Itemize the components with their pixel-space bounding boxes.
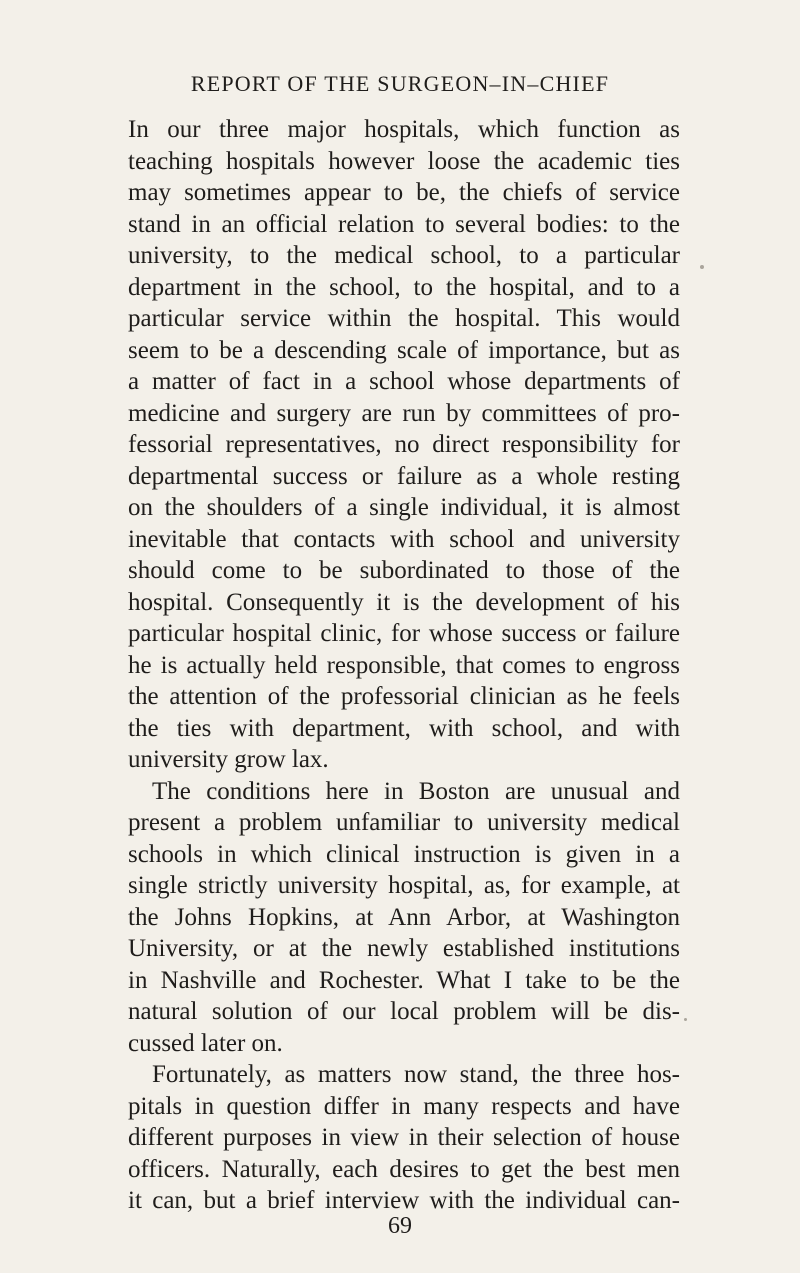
text-line: in Nashville and Rochester. What I take to be the [128,966,680,994]
text-line: Fortunately, as matters now stand, the three hos- [152,1061,680,1088]
text-line: seem to be a descending scale of importance, but as [128,336,680,364]
text-line: the ties with department, with school, and with [128,714,680,742]
text-line: a matter of fact in a school whose departments of [128,368,680,395]
page-number: 69 [388,1213,412,1239]
running-head: REPORT OF THE SURGEON–IN–CHIEF [190,71,610,96]
text-line: fessorial representatives, no direct responsibility for [128,431,680,458]
text-line: In our three major hospitals, which function as [128,116,680,143]
text-line: The conditions here in Boston are unusual and [152,777,680,805]
text-line: present a problem unfamiliar to university medical [128,809,680,836]
text-line: pitals in question differ in many respects and have [128,1092,680,1120]
text-line: hospital. Consequently it is the development of his [128,588,680,616]
text-line: stand in an official relation to several bodies: to the [128,210,680,238]
text-line: medicine and surgery are run by committees of pro- [128,399,680,427]
text-line: university, to the medical school, to a particular [128,242,680,269]
text-line: department in the school, to the hospital, and to a [128,273,680,301]
text-line: it can, but a brief interview with the individual can- [128,1187,680,1214]
text-line: may sometimes appear to be, the chiefs of service [128,179,680,206]
text-line: the attention of the professorial clinician as he feels [128,683,680,710]
text-line: schools in which clinical instruction is given in a [128,840,680,868]
text-line: officers. Naturally, each desires to get the best men [128,1155,680,1183]
body-text [128,114,680,1217]
text-line: should come to be subordinated to those of the [128,557,680,584]
text-line: University, or at the newly established institutions [128,935,680,962]
text-line: he is actually held responsible, that comes to engross [128,651,680,679]
text-line: natural solution of our local problem will be dis- [128,998,680,1025]
paper-speck [700,265,704,269]
text-line: departmental success or failure as a whole resting [128,462,680,490]
text-line: particular hospital clinic, for whose success or failure [128,620,680,647]
text-line: the Johns Hopkins, at Ann Arbor, at Washington [128,903,680,931]
text-line: cussed later on. [128,1029,283,1057]
text-line: teaching hospitals however loose the academic ties [128,147,680,175]
text-line: single strictly university hospital, as, for example, at [128,872,680,899]
text-line: university grow lax. [128,746,329,773]
paper-speck [684,1018,687,1021]
text-line: different purposes in view in their selection of house [128,1124,680,1151]
text-line: on the shoulders of a single individual, it is almost [128,494,680,521]
text-line: particular service within the hospital. This would [128,305,680,332]
text-line: inevitable that contacts with school and university [128,525,680,553]
